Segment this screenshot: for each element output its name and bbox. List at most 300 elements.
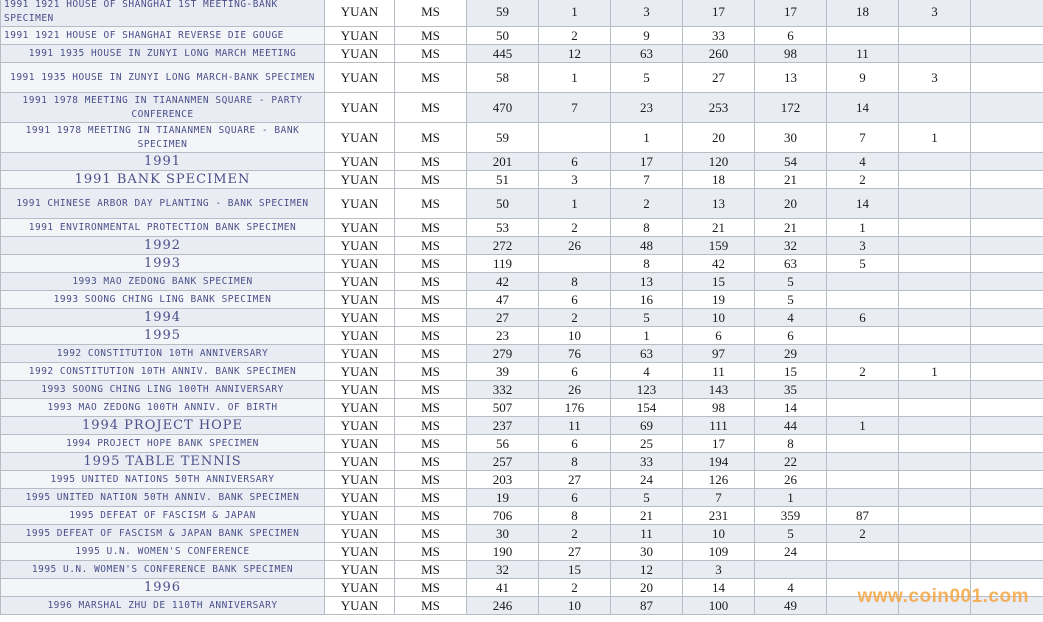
grade-4: 22: [755, 453, 827, 471]
table-row: [1, 363, 1043, 381]
grade-7: [971, 219, 1043, 237]
grade-1: 15: [539, 561, 611, 579]
coin-issue-name: 1995 TABLE TENNIS: [1, 453, 325, 471]
grade-label: MS: [395, 237, 467, 255]
table-row: [1, 435, 1043, 453]
grade-7: [971, 237, 1043, 255]
grade-2: 33: [611, 453, 683, 471]
grade-2: 8: [611, 255, 683, 273]
grade-6: [899, 273, 971, 291]
grade-1: 6: [539, 363, 611, 381]
table-row: [1, 255, 1043, 273]
grade-2: 13: [611, 273, 683, 291]
grade-5: [827, 273, 899, 291]
grade-7: [971, 399, 1043, 417]
grade-6: [899, 453, 971, 471]
coin-issue-name: 1995 DEFEAT OF FASCISM & JAPAN: [1, 507, 325, 525]
grade-4: 5: [755, 291, 827, 309]
grade-label: MS: [395, 417, 467, 435]
grade-7: [971, 561, 1043, 579]
grade-3: 15: [683, 273, 755, 291]
population-total: 190: [467, 543, 539, 561]
grade-3: 27: [683, 63, 755, 93]
grade-1: 6: [539, 435, 611, 453]
currency-unit: YUAN: [325, 507, 395, 525]
grade-1: 2: [539, 219, 611, 237]
table-row: [1, 273, 1043, 291]
grade-4: 29: [755, 345, 827, 363]
grade-3: 260: [683, 45, 755, 63]
grade-5: [827, 327, 899, 345]
population-total: 59: [467, 0, 539, 27]
grade-3: 100: [683, 597, 755, 615]
grade-7: [971, 435, 1043, 453]
currency-unit: YUAN: [325, 273, 395, 291]
table-row: [1, 171, 1043, 189]
grade-2: 7: [611, 171, 683, 189]
coin-issue-name: 1995 UNITED NATIONS 50TH ANNIVERSARY: [1, 471, 325, 489]
grade-2: 63: [611, 45, 683, 63]
currency-unit: YUAN: [325, 417, 395, 435]
grade-label: MS: [395, 273, 467, 291]
grade-label: MS: [395, 189, 467, 219]
grade-label: MS: [395, 219, 467, 237]
currency-unit: YUAN: [325, 237, 395, 255]
grade-7: [971, 93, 1043, 123]
grade-1: 1: [539, 189, 611, 219]
grade-3: 253: [683, 93, 755, 123]
grade-6: [899, 399, 971, 417]
population-total: 237: [467, 417, 539, 435]
grade-4: 8: [755, 435, 827, 453]
grade-5: [827, 399, 899, 417]
grade-2: 23: [611, 93, 683, 123]
coin-issue-name: 1993 MAO ZEDONG BANK SPECIMEN: [1, 273, 325, 291]
population-total: 279: [467, 345, 539, 363]
grade-3: 6: [683, 327, 755, 345]
grade-4: 359: [755, 507, 827, 525]
grade-label: MS: [395, 597, 467, 615]
grade-5: 4: [827, 153, 899, 171]
table-row: [1, 219, 1043, 237]
currency-unit: YUAN: [325, 525, 395, 543]
grade-2: 5: [611, 489, 683, 507]
population-total: 50: [467, 27, 539, 45]
grade-5: 14: [827, 93, 899, 123]
population-total: 59: [467, 123, 539, 153]
grade-3: 20: [683, 123, 755, 153]
population-total: 272: [467, 237, 539, 255]
table-row: [1, 543, 1043, 561]
grade-7: [971, 255, 1043, 273]
grade-1: 11: [539, 417, 611, 435]
table-row: [1, 525, 1043, 543]
grade-4: 6: [755, 27, 827, 45]
grade-label: MS: [395, 171, 467, 189]
coin-issue-name: 1992 CONSTITUTION 10TH ANNIV. BANK SPECIMEN: [1, 363, 325, 381]
grade-3: 231: [683, 507, 755, 525]
grade-1: 76: [539, 345, 611, 363]
coin-issue-name: 1993: [1, 255, 325, 273]
grade-1: 2: [539, 579, 611, 597]
grade-label: MS: [395, 93, 467, 123]
grade-label: MS: [395, 381, 467, 399]
grade-7: [971, 63, 1043, 93]
population-total: 19: [467, 489, 539, 507]
grade-label: MS: [395, 123, 467, 153]
grade-4: 35: [755, 381, 827, 399]
grade-1: 6: [539, 291, 611, 309]
grade-2: 8: [611, 219, 683, 237]
grade-6: [899, 381, 971, 399]
table-body: [1, 0, 1043, 615]
coin-issue-name: 1994 PROJECT HOPE BANK SPECIMEN: [1, 435, 325, 453]
grade-4: 44: [755, 417, 827, 435]
table-row: [1, 27, 1043, 45]
grade-2: 87: [611, 597, 683, 615]
grade-7: [971, 489, 1043, 507]
grade-label: MS: [395, 291, 467, 309]
grade-2: 154: [611, 399, 683, 417]
currency-unit: YUAN: [325, 309, 395, 327]
grade-2: 25: [611, 435, 683, 453]
grade-4: 21: [755, 171, 827, 189]
grade-label: MS: [395, 63, 467, 93]
grade-4: 13: [755, 63, 827, 93]
grade-2: 20: [611, 579, 683, 597]
grade-4: 14: [755, 399, 827, 417]
table-row: [1, 45, 1043, 63]
grade-5: 11: [827, 45, 899, 63]
grade-7: [971, 189, 1043, 219]
grade-3: 159: [683, 237, 755, 255]
population-total: 39: [467, 363, 539, 381]
grade-1: 8: [539, 273, 611, 291]
coin-issue-name: 1995 U.N. WOMEN'S CONFERENCE BANK SPECIMEN: [1, 561, 325, 579]
grade-7: [971, 0, 1043, 27]
grade-5: 1: [827, 417, 899, 435]
grade-4: 24: [755, 543, 827, 561]
coin-issue-name: 1996 MARSHAL ZHU DE 110TH ANNIVERSARY: [1, 597, 325, 615]
grade-6: [899, 543, 971, 561]
currency-unit: YUAN: [325, 489, 395, 507]
grade-1: [539, 123, 611, 153]
currency-unit: YUAN: [325, 471, 395, 489]
grade-2: 24: [611, 471, 683, 489]
grade-7: [971, 471, 1043, 489]
site-watermark: www.coin001.com: [857, 586, 1029, 607]
grade-2: 2: [611, 189, 683, 219]
grade-4: 54: [755, 153, 827, 171]
coin-issue-name: 1991 1921 HOUSE OF SHANGHAI 1ST MEETING-BANK SPECIMEN: [1, 0, 325, 27]
grade-1: 2: [539, 525, 611, 543]
currency-unit: YUAN: [325, 219, 395, 237]
grade-6: [899, 237, 971, 255]
coin-issue-name: 1995: [1, 327, 325, 345]
grade-4: 4: [755, 579, 827, 597]
table-row: [1, 0, 1043, 27]
grade-1: 3: [539, 171, 611, 189]
grade-6: [899, 471, 971, 489]
table-row: [1, 399, 1043, 417]
population-total: 50: [467, 189, 539, 219]
table-row: [1, 123, 1043, 153]
grade-1: 176: [539, 399, 611, 417]
grade-7: [971, 345, 1043, 363]
grade-7: [971, 363, 1043, 381]
grade-3: 13: [683, 189, 755, 219]
grade-5: 7: [827, 123, 899, 153]
grade-label: MS: [395, 45, 467, 63]
coin-issue-name: 1991 1921 HOUSE OF SHANGHAI REVERSE DIE GOUGE: [1, 27, 325, 45]
grade-1: 26: [539, 381, 611, 399]
grade-2: 11: [611, 525, 683, 543]
grade-6: [899, 255, 971, 273]
grade-2: 3: [611, 0, 683, 27]
table-row: [1, 471, 1043, 489]
grade-6: [899, 309, 971, 327]
population-total: 51: [467, 171, 539, 189]
grade-5: [827, 453, 899, 471]
grade-1: 2: [539, 27, 611, 45]
grade-label: MS: [395, 27, 467, 45]
grade-label: MS: [395, 435, 467, 453]
grade-5: [827, 471, 899, 489]
grade-2: 16: [611, 291, 683, 309]
grade-1: 27: [539, 471, 611, 489]
population-total: 445: [467, 45, 539, 63]
grade-6: 1: [899, 123, 971, 153]
currency-unit: YUAN: [325, 63, 395, 93]
grade-label: MS: [395, 561, 467, 579]
grade-2: 5: [611, 309, 683, 327]
grade-4: 63: [755, 255, 827, 273]
grade-label: MS: [395, 0, 467, 27]
grade-3: 33: [683, 27, 755, 45]
grade-6: [899, 189, 971, 219]
grade-2: 4: [611, 363, 683, 381]
grade-6: [899, 507, 971, 525]
grade-2: 30: [611, 543, 683, 561]
population-total: 32: [467, 561, 539, 579]
grade-3: 7: [683, 489, 755, 507]
population-total: 58: [467, 63, 539, 93]
grade-6: [899, 171, 971, 189]
grade-1: 1: [539, 0, 611, 27]
grade-2: 1: [611, 123, 683, 153]
population-total: 23: [467, 327, 539, 345]
grade-3: 21: [683, 219, 755, 237]
table-row: [1, 309, 1043, 327]
grade-label: MS: [395, 327, 467, 345]
table-row: [1, 453, 1043, 471]
grade-2: 5: [611, 63, 683, 93]
grade-2: 21: [611, 507, 683, 525]
grade-6: [899, 435, 971, 453]
population-total: 42: [467, 273, 539, 291]
population-total: 257: [467, 453, 539, 471]
currency-unit: YUAN: [325, 171, 395, 189]
table-row: [1, 381, 1043, 399]
grade-6: [899, 525, 971, 543]
grade-4: 32: [755, 237, 827, 255]
grade-6: [899, 327, 971, 345]
grade-5: [827, 345, 899, 363]
grade-5: [827, 291, 899, 309]
grade-7: [971, 507, 1043, 525]
currency-unit: YUAN: [325, 27, 395, 45]
grade-label: MS: [395, 399, 467, 417]
grade-5: [827, 27, 899, 45]
grade-5: 2: [827, 525, 899, 543]
grade-3: 17: [683, 435, 755, 453]
grade-1: 12: [539, 45, 611, 63]
grade-4: 98: [755, 45, 827, 63]
population-total: 56: [467, 435, 539, 453]
grade-2: 48: [611, 237, 683, 255]
grade-4: 21: [755, 219, 827, 237]
grade-1: 7: [539, 93, 611, 123]
grade-2: 1: [611, 327, 683, 345]
currency-unit: YUAN: [325, 345, 395, 363]
coin-issue-name: 1994 PROJECT HOPE: [1, 417, 325, 435]
grade-4: 49: [755, 597, 827, 615]
coin-issue-name: 1991 BANK SPECIMEN: [1, 171, 325, 189]
grade-6: 3: [899, 63, 971, 93]
grade-2: 12: [611, 561, 683, 579]
grade-3: 194: [683, 453, 755, 471]
table-row: [1, 345, 1043, 363]
grade-5: [827, 435, 899, 453]
grade-3: 97: [683, 345, 755, 363]
population-total: 507: [467, 399, 539, 417]
grade-1: 6: [539, 153, 611, 171]
currency-unit: YUAN: [325, 381, 395, 399]
grade-4: 172: [755, 93, 827, 123]
population-total: 27: [467, 309, 539, 327]
grade-4: 17: [755, 0, 827, 27]
grade-1: 6: [539, 489, 611, 507]
currency-unit: YUAN: [325, 597, 395, 615]
currency-unit: YUAN: [325, 561, 395, 579]
currency-unit: YUAN: [325, 291, 395, 309]
table-row: [1, 153, 1043, 171]
grade-7: [971, 525, 1043, 543]
grade-3: 3: [683, 561, 755, 579]
grade-3: 42: [683, 255, 755, 273]
grade-6: [899, 561, 971, 579]
grade-1: 1: [539, 63, 611, 93]
grade-label: MS: [395, 255, 467, 273]
population-total: 706: [467, 507, 539, 525]
grade-4: 5: [755, 273, 827, 291]
grade-label: MS: [395, 525, 467, 543]
coin-issue-name: 1992 CONSTITUTION 10TH ANNIVERSARY: [1, 345, 325, 363]
grade-1: 2: [539, 309, 611, 327]
grade-4: 4: [755, 309, 827, 327]
grade-label: MS: [395, 345, 467, 363]
grade-5: 18: [827, 0, 899, 27]
grade-5: [827, 561, 899, 579]
currency-unit: YUAN: [325, 189, 395, 219]
grade-label: MS: [395, 471, 467, 489]
grade-6: [899, 417, 971, 435]
coin-issue-name: 1996: [1, 579, 325, 597]
grade-3: 11: [683, 363, 755, 381]
grade-4: 26: [755, 471, 827, 489]
coin-issue-name: 1993 MAO ZEDONG 100TH ANNIV. OF BIRTH: [1, 399, 325, 417]
grade-5: 5: [827, 255, 899, 273]
grade-5: 9: [827, 63, 899, 93]
grade-5: [827, 543, 899, 561]
grade-6: [899, 27, 971, 45]
grade-3: 18: [683, 171, 755, 189]
table-row: [1, 417, 1043, 435]
grade-label: MS: [395, 579, 467, 597]
population-total: 30: [467, 525, 539, 543]
grade-5: 2: [827, 363, 899, 381]
grade-7: [971, 291, 1043, 309]
currency-unit: YUAN: [325, 93, 395, 123]
grade-5: [827, 489, 899, 507]
population-total: 53: [467, 219, 539, 237]
currency-unit: YUAN: [325, 543, 395, 561]
grade-5: 87: [827, 507, 899, 525]
coin-issue-name: 1991 1978 MEETING IN TIANANMEN SQUARE - PARTY CONFERENCE: [1, 93, 325, 123]
grade-label: MS: [395, 363, 467, 381]
population-total: 47: [467, 291, 539, 309]
grade-1: 26: [539, 237, 611, 255]
grade-4: 20: [755, 189, 827, 219]
grade-2: 63: [611, 345, 683, 363]
grade-4: 15: [755, 363, 827, 381]
grade-6: 1: [899, 363, 971, 381]
currency-unit: YUAN: [325, 255, 395, 273]
coin-issue-name: 1995 UNITED NATION 50TH ANNIV. BANK SPECIMEN: [1, 489, 325, 507]
population-total: 41: [467, 579, 539, 597]
grade-4: 5: [755, 525, 827, 543]
grade-3: 120: [683, 153, 755, 171]
grade-1: 8: [539, 453, 611, 471]
grade-7: [971, 123, 1043, 153]
currency-unit: YUAN: [325, 123, 395, 153]
table-row: [1, 237, 1043, 255]
coin-issue-name: 1993 SOONG CHING LING BANK SPECIMEN: [1, 291, 325, 309]
table-row: [1, 189, 1043, 219]
grade-5: [827, 381, 899, 399]
currency-unit: YUAN: [325, 0, 395, 27]
grade-7: [971, 381, 1043, 399]
grade-4: 1: [755, 489, 827, 507]
grade-2: 123: [611, 381, 683, 399]
grade-3: 143: [683, 381, 755, 399]
table-row: [1, 327, 1043, 345]
currency-unit: YUAN: [325, 453, 395, 471]
grade-5: 6: [827, 309, 899, 327]
grade-5: 2: [827, 171, 899, 189]
coin-issue-name: 1994: [1, 309, 325, 327]
grade-5: 3: [827, 237, 899, 255]
grade-3: 111: [683, 417, 755, 435]
grade-7: [971, 309, 1043, 327]
population-total: 246: [467, 597, 539, 615]
table-row: [1, 93, 1043, 123]
currency-unit: YUAN: [325, 579, 395, 597]
population-total: 119: [467, 255, 539, 273]
grade-7: [971, 417, 1043, 435]
table-row: [1, 507, 1043, 525]
grade-label: MS: [395, 309, 467, 327]
